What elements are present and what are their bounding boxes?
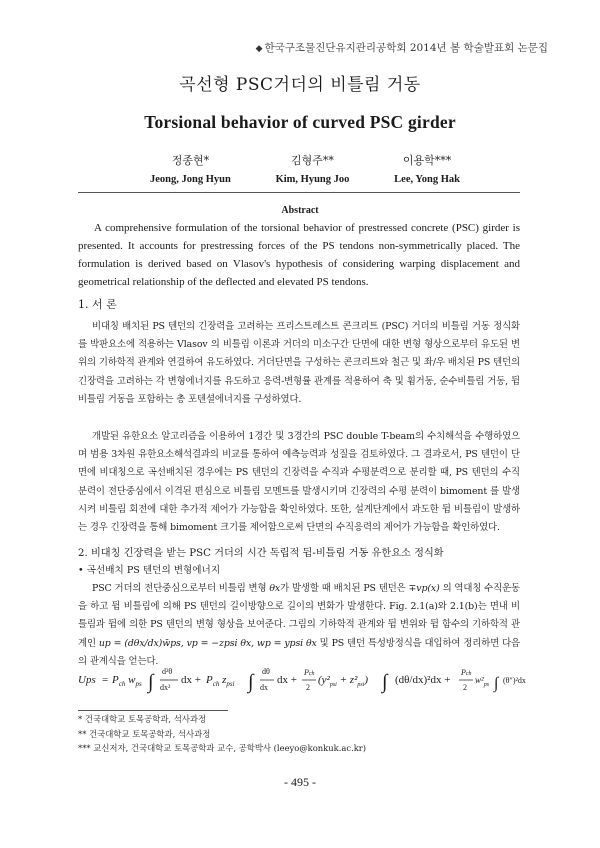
equation-rhs: = (102, 674, 109, 686)
divider (78, 192, 520, 193)
abstract-body: A comprehensive formulation of the torsional behavior of prestressed concrete (PSC) girder is presented. It accounts for prestressing forces of the PS tendons non-symmetrically placed. The formulation is derived based on Vlasov's hypothesis of considering warping displacement and geometrical relationship of the deflected and elevated PS tendons. (78, 222, 520, 288)
page-number: - 495 - (284, 775, 316, 789)
equation-term-1: $P_{ch}$ $w_{ps}$ (112, 674, 142, 688)
author-name-en: Jeong, Jong Hyun (150, 174, 231, 185)
dx-1: dx + (181, 674, 201, 686)
integral-4: ∫ (494, 675, 499, 692)
para-text-a: PSC 거더의 전단중심으로부터 비틀림 변형 (92, 583, 270, 594)
integral-2: ∫ (248, 671, 254, 693)
equation-term-3b: (dθ/dx)²dx + (395, 674, 451, 686)
frac-den-3: 2 (306, 683, 310, 692)
symbol-v: ∓vp(x) (408, 583, 440, 594)
symbol-relations: up = (dθx/dx)w̄ps, vp = −zpsi θx, wp = ypsi θx (98, 637, 317, 649)
author-list (150, 152, 460, 185)
integral-3: ∫ (382, 671, 388, 693)
frac-num-4: Pch (461, 668, 472, 677)
frac-den-2: dx (260, 683, 268, 692)
para-text-b: 가 발생할 때 배치된 PS 텐던은 (280, 583, 409, 594)
author-2 (276, 152, 350, 185)
running-header-text: 한국구조물진단유지관리공학회 2014년 봄 학술발표회 논문집 (264, 42, 548, 54)
integral-1: ∫ (148, 671, 154, 693)
footnote-1: * 건국대학교 토목공학과, 석사과정 (78, 714, 207, 724)
symbol-theta: θx (269, 583, 281, 594)
author-name-en: Lee, Yong Hak (394, 174, 460, 185)
footnote-2: ** 건국대학교 토목공학과, 석사과정 (78, 728, 211, 739)
author-name-ko: 이용학*** (402, 154, 452, 167)
title-english: Torsional behavior of curved PSC girder (144, 112, 456, 132)
section-1-paragraph-1: 비대칭 배치된 PS 텐던의 긴장력을 고려하는 프리스트레스트 콘크리트 (PSC) 거더의 비틀림 거동 정식화를 박판요소에 적용하는 Vlasov 의 비틀림 이론과 거더의 미소구간 단면에 대한 변형 형상으로부터 유도된 변위의 기하학적 관계와 연결하여 유도하였다. 거더단면을 구성하는 콘크리트와 철근 및 좌/우 배치된 PS 텐던의 긴장력을 고려하는 각 변형에너지를 유도하고 응력-변형률 관계를 적용하여 축 및 휨거동, 순수비틀림 거동, 뒴 비틀림 거동을 포함하는 총 포텐셜에너지를 구성하였다. (78, 321, 520, 405)
equation-term-2: $P_{ch}$ $z_{psi}$ (206, 674, 235, 688)
author-name-ko: 김형주** (291, 154, 334, 167)
title-korean: 곡선형 PSC거더의 비틀림 거동 (179, 75, 421, 95)
footnotes (78, 712, 366, 756)
author-1 (150, 152, 231, 185)
frac-num-2: dθ (262, 667, 270, 676)
author-name-en: Kim, Hyung Joo (275, 174, 350, 185)
section-1-paragraph-2: 개발된 유한요소 알고리즘을 이용하여 1경간 및 3경간의 PSC double T-beam의 수치해석을 수행하였으며 범용 3차원 유한요소해석결과의 비교를 통하여 예측능력과 성질을 검토하였다. 그 결과로서, PS 텐던이 단면에 비대칭으로 곡선배치된 경우에는 PS 텐던의 긴장력을 수직과 수평분력으로 분리할 때, PS 텐던의 수직 분력이 전단중심에서 이격된 편심으로 비틀림 모멘트를 발생시키며 긴장력의 수평 분력이 bimoment 를 발생시켜 비틀림 회전에 대한 추가적 제어가 가능함을 확인하였다. 또한, 설계단계에서 과도한 뒴 비틀림이 발생하는 경우 긴장력을 통해 bimoment 크기를 제어함으로써 단면의 수직응력의 제어가 가능함을 확인하였다. (78, 431, 520, 534)
frac-num-1: d²θ (162, 667, 173, 676)
para-text-c: 의 역대칭 수직운동을 하고 뒴 비틀림에 의해 PS 텐던의 길이방향으로 길이의 변화가 발생한다. Fig. 2.1(a)와 2.1(b)는 면내 비틀림과 뒴에 의한 PS 텐던의 변형 형상을 보여준다. 그림의 기하학적 관계와 뒴 변위와 뒴 함수의 기하학적 관계인 (78, 583, 520, 649)
author-name-ko: 정종현* (171, 154, 210, 167)
footnote-rule (78, 710, 228, 711)
frac-den-4: 2 (463, 683, 467, 692)
equation-term-4: $w^2_{ps}$ (475, 675, 490, 688)
running-header (256, 40, 548, 55)
section-2-heading: 2. 비대칭 긴장력을 받는 PSC 거더의 시간 독립적 뒴-비틀림 거동 유한요소 정식화 (78, 548, 444, 559)
footnote-3: *** 교신저자, 건국대학교 토목공학과 교수, 공학박사 (leeyo@konkuk.ac.kr) (78, 743, 367, 753)
dx-2: dx + (277, 674, 297, 686)
author-3 (394, 152, 460, 185)
subsection-bullet: • 곡선배치 PS 텐던의 변형에너지 (78, 565, 221, 576)
equation-term-4b: (θ″)²dx (503, 676, 526, 685)
abstract-heading: Abstract (281, 205, 319, 216)
section-1-heading: 1. 서 론 (78, 298, 117, 311)
para-text-d: 및 PS 텐던 특성방정식을 대입하여 정리하면 다음의 관계식을 얻는다. (78, 637, 520, 667)
equation-term-3: $(y^2_{psi} + z^2_{psi})$ (318, 674, 369, 688)
equation-lhs: Ups (78, 674, 96, 686)
energy-equation (78, 656, 528, 702)
diamond-icon: ◆ (255, 44, 263, 54)
frac-num-3: Pch (304, 668, 315, 677)
frac-den-1: dx² (160, 683, 171, 692)
